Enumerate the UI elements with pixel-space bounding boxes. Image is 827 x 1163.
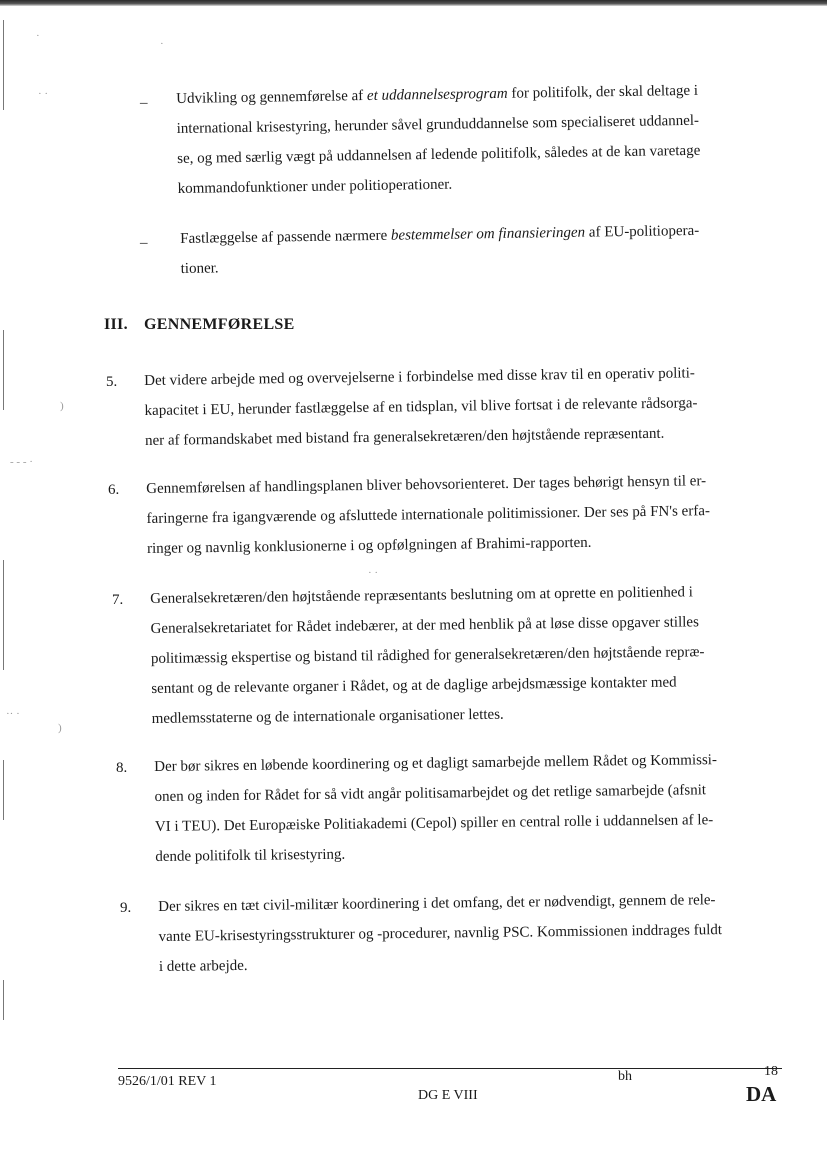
scan-speck: ) xyxy=(58,722,62,734)
footer-page-number: 18 xyxy=(764,1064,778,1079)
scan-left-edge xyxy=(3,560,4,670)
paragraph-line: onen og inden for Rådet for så vidt angår politisamarbejdet og det retlige samarbejde (afsnit xyxy=(154,782,707,805)
paragraph-line: Der sikres en tæt civil-militær koordinering i det omfang, det er nødvendigt, gennem de rele- xyxy=(158,892,716,915)
paragraph-line: Gennemførelsen af handlingsplanen bliver behovsorienteret. Der tages behørigt hensyn til er- xyxy=(146,473,707,497)
paragraph xyxy=(150,577,705,734)
paragraph-line: kapacitet i EU, herunder fastlæggelse af en tidsplan, vil blive fortsat i de relevante rådsorga- xyxy=(144,395,698,419)
paragraph-line: dende politifolk til krisestyring. xyxy=(155,846,346,865)
scan-speck: - - - · xyxy=(10,456,33,468)
paragraph xyxy=(146,466,711,564)
scan-speck: · xyxy=(36,30,40,42)
section-heading xyxy=(104,316,295,334)
emphasis-text: bestemmelser om finansieringen xyxy=(390,224,586,244)
text-run: international krisestyring, herunder såvel grunduddannelse som specialiseret uddannel- xyxy=(176,112,700,137)
scan-top-edge xyxy=(0,0,827,6)
text-run: Fastlæggelse af passende nærmere xyxy=(180,227,392,247)
paragraph-number: 7. xyxy=(112,592,124,608)
paragraph-line: VI i TEU). Det Europæiske Politiakademi (Cepol) spiller en central rolle i uddannelsen af le- xyxy=(154,812,714,835)
paragraph-line: faringerne fra igangværende og afsluttede internationale politimissioner. Der ses på FN's erfa- xyxy=(146,503,711,527)
paragraph-line: Der bør sikres en løbende koordinering og et dagligt samarbejde mellem Rådet og Kommissi- xyxy=(154,752,718,775)
footer-doc-ref: 9526/1/01 REV 1 xyxy=(118,1074,217,1089)
scan-left-edge xyxy=(3,760,4,820)
scan-left-edge xyxy=(3,20,4,110)
bullet-marker: _ xyxy=(140,230,148,246)
paragraph xyxy=(154,745,718,872)
paragraph-line: ner af formandskabet med bistand fra generalsekretæren/den højtstående repræsentant. xyxy=(144,425,665,449)
text-run: kommandofunktioner under politioperationer. xyxy=(177,176,453,197)
paragraph-line: Generalsekretariatet for Rådet indebærer, at der med henblik på at løse disse opgaver stilles xyxy=(150,614,699,637)
paragraph-number: 6. xyxy=(108,482,120,498)
paragraph xyxy=(158,885,723,982)
paragraph-number: 9. xyxy=(120,900,132,916)
paragraph-number: 8. xyxy=(116,760,128,776)
paragraph-line: i dette arbejde. xyxy=(158,957,248,975)
text-run: Udvikling og gennemførelse af xyxy=(176,88,368,107)
paragraph-line: medlemsstaterne og de internationale organisationer lettes. xyxy=(151,706,504,727)
emphasis-text: et uddannelsesprogram xyxy=(366,85,508,105)
paragraph-line: Generalsekretæren/den højtstående repræsentants beslutning om at oprette en politienhed i xyxy=(150,584,694,607)
section-title: GENNEMFØRELSE xyxy=(144,316,295,333)
scan-left-edge xyxy=(3,980,4,1020)
section-number: III. xyxy=(104,316,128,333)
text-run: af EU-politiopera- xyxy=(584,222,700,241)
text-run: se, og med særlig vægt på uddannelsen af ledende politifolk, således at de kan varetage xyxy=(177,142,701,167)
scan-speck: ) xyxy=(60,400,64,412)
footer-directorate: DG E VIII xyxy=(418,1088,478,1103)
paragraph-line: sentant og de relevante organer i Rådet, og at de daglige arbejdsmæssige kontakter med xyxy=(151,674,677,697)
paragraph xyxy=(144,358,698,456)
paragraph-line: ringer og navnlig konklusionerne i og opfølgningen af Brahimi-rapporten. xyxy=(146,534,592,557)
scan-speck: ·· · xyxy=(6,708,20,720)
paragraph-line: politimæssig ekspertise og bistand til rådighed for generalsekretæren/den højtstående repræ- xyxy=(150,644,705,667)
bullet-item xyxy=(176,76,701,204)
scan-left-edge xyxy=(3,330,4,410)
paragraph-number: 5. xyxy=(106,374,118,390)
footer-rule xyxy=(118,1068,782,1069)
text-run: for politifolk, der skal deltage i xyxy=(507,82,699,102)
scan-speck: · · xyxy=(38,88,49,100)
footer-language: DA xyxy=(746,1082,777,1106)
bullet-marker: _ xyxy=(140,90,148,106)
footer-initials: bh xyxy=(618,1069,632,1084)
paragraph-line: vante EU-krisestyringsstrukturer og -procedurer, navnlig PSC. Kommissionen inddrages fuldt xyxy=(158,922,723,945)
paragraph-line: Det videre arbejde med og overvejelserne i forbindelse med disse krav til en operativ politi- xyxy=(144,365,695,389)
scan-speck: · xyxy=(160,38,164,50)
bullet-item xyxy=(180,216,700,284)
text-run: tioner. xyxy=(180,260,219,277)
scan-speck: · · xyxy=(368,567,379,579)
